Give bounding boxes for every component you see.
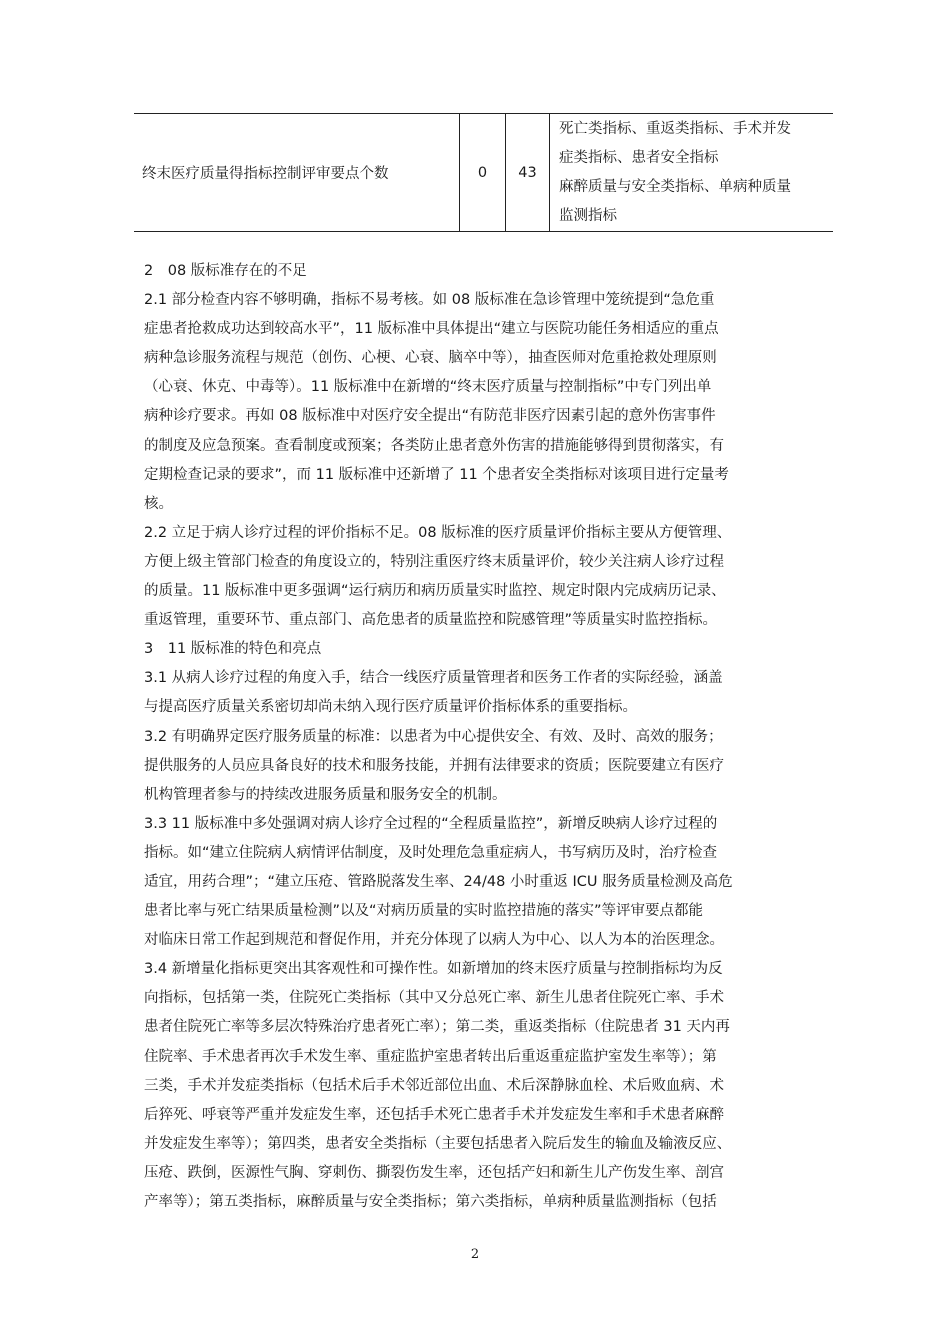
description-line: 麻醉质量与安全类指标、单病种质量 [559, 178, 791, 195]
description-line: 症类指标、患者安全指标 [559, 149, 719, 166]
text-line: 的质量。11 版标准中更多强调“运行病历和病历质量实时监控、规定时限内完成病历记录、 [144, 583, 726, 600]
text-line: 指标。如“建立住院病人病情评估制度，及时处理危急重症病人，书写病历及时，治疗检查 [144, 844, 718, 861]
text-line: 2.2 立足于病人诊疗过程的评价指标不足。08 版标准的医疗质量评价指标主要从方便管理、 [144, 524, 732, 541]
text-line: 方便上级主管部门检查的角度设立的，特别注重医疗终末质量评价，较少关注病人诊疗过程 [144, 553, 724, 570]
text-line: 三类，手术并发症类指标（包括术后手术邻近部位出血、术后深静脉血栓、术后败血病、术 [144, 1077, 724, 1094]
body-text [144, 257, 814, 1217]
text-line: 对临床日常工作起到规范和督促作用，并充分体现了以病人为中心、以人为本的治医理念。 [144, 932, 724, 949]
text-line: 提供服务的人员应具备良好的技术和服务技能，并拥有法律要求的资质；医院要建立有医疗 [144, 757, 724, 774]
text-line: 后猝死、呼衰等严重并发症发生率，还包括手术死亡患者手术并发症发生率和手术患者麻醉 [144, 1106, 724, 1123]
text-line: 核。 [144, 495, 173, 512]
text-line: 住院率、手术患者再次手术发生率、重症监护室患者转出后重返重症监护室发生率等）；第 [144, 1048, 717, 1065]
text-line: 患者比率与死亡结果质量检测”以及“对病历质量的实时监控措施的落实”等评审要点都能 [144, 903, 704, 920]
text-line: 的制度及应急预案。查看制度或预案；各类防止患者意外伤害的措施能够得到贯彻落实，有 [144, 437, 724, 454]
text-line: 重返管理，重要环节、重点部门、高危患者的质量监控和院感管理”等质量实时监控指标。 [144, 612, 718, 629]
text-line: （心衰、休克、中毒等）。11 版标准中在新增的“终末医疗质量与控制指标”中专门列出单 [144, 379, 712, 396]
text-line: 定期检查记录的要求”，而 11 版标准中还新增了 11 个患者安全类指标对该项目进行定量考 [144, 466, 729, 483]
table-cell-description [550, 114, 833, 231]
table-cell-label: 终末医疗质量得指标控制评审要点个数 [134, 114, 460, 231]
text-line: 向指标，包括第一类，住院死亡类指标（其中又分总死亡率、新生儿患者住院死亡率、手术 [144, 990, 724, 1007]
text-line: 3.3 11 版标准中多处强调对病人诊疗全过程的“全程质量监控”，新增反映病人诊疗过程的 [144, 815, 718, 832]
text-line: 2.1 部分检查内容不够明确，指标不易考核。如 08 版标准在急诊管理中笼统提到“急危重 [144, 292, 715, 309]
text-line: 与提高医疗质量关系密切却尚未纳入现行医疗质量评价指标体系的重要指标。 [144, 699, 637, 716]
text-line: 3.1 从病人诊疗过程的角度入手，结合一线医疗质量管理者和医务工作者的实际经验，涵盖 [144, 670, 723, 687]
text-line: 病种诊疗要求。再如 08 版标准中对医疗安全提出“有防范非医疗因素引起的意外伤害事件 [144, 408, 716, 425]
text-line: 3.4 新增量化指标更突出其客观性和可操作性。如新增加的终末医疗质量与控制指标均为反 [144, 961, 723, 978]
page-number: 2 [470, 1247, 480, 1262]
table-cell-08-count: 0 [460, 114, 506, 231]
text-line: 3 11 版标准的特色和亮点 [144, 641, 322, 658]
text-line: 病种急诊服务流程与规范（创伤、心梗、心衰、脑卒中等），抽查医师对危重抢救处理原则 [144, 350, 717, 367]
text-line: 机构管理者参与的持续改进服务质量和服务安全的机制。 [144, 786, 507, 803]
text-line: 2 08 版标准存在的不足 [144, 263, 307, 279]
text-line: 适宜，用药合理”；“建立压疮、管路脱落发生率、24/48 小时重返 ICU 服务质量检测及高危 [144, 873, 733, 890]
description-line: 监测指标 [559, 207, 617, 224]
description-line: 死亡类指标、重返类指标、手术并发 [559, 120, 791, 137]
text-line: 压疮、跌倒，医源性气胸、穿刺伤、撕裂伤发生率，还包括产妇和新生儿产伤发生率、剖宫 [144, 1164, 724, 1181]
text-line: 症患者抢救成功达到较高水平”，11 版标准中具体提出“建立与医院功能任务相适应的重点 [144, 321, 719, 338]
indicator-table [134, 113, 833, 232]
text-line: 产率等）；第五类指标，麻醉质量与安全类指标；第六类指标，单病种质量监测指标（包括 [144, 1194, 717, 1210]
text-line: 3.2 有明确界定医疗服务质量的标准：以患者为中心提供安全、有效、及时、高效的服务； [144, 728, 723, 745]
table-cell-11-count: 43 [506, 114, 550, 231]
text-line: 并发症发生率等）；第四类，患者安全类指标（主要包括患者入院后发生的输血及输液反应、 [144, 1135, 732, 1152]
text-line: 患者住院死亡率等多层次特殊治疗患者死亡率）；第二类，重返类指标（住院患者 31 天内再 [144, 1019, 730, 1036]
